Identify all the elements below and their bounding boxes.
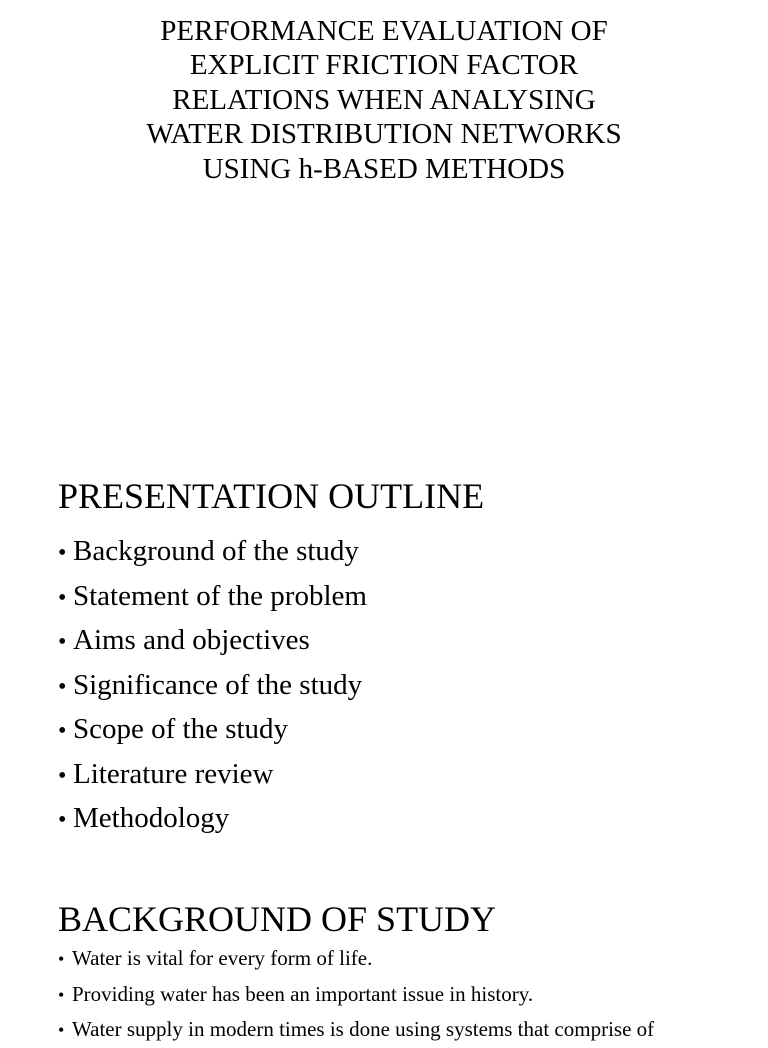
outline-list <box>58 530 758 842</box>
background-item-text: Water supply in modern times is done using systems that comprise of <box>72 1017 655 1041</box>
outline-item <box>58 753 758 798</box>
bullet-icon: • <box>58 718 67 744</box>
title-line: RELATIONS WHEN ANALYSING <box>172 83 596 116</box>
outline-item <box>58 708 758 753</box>
outline-item <box>58 797 758 842</box>
title-slide <box>0 14 768 186</box>
outline-item <box>58 530 758 575</box>
title-line: USING h-BASED METHODS <box>202 152 566 185</box>
title-line: WATER DISTRIBUTION NETWORKS <box>146 118 622 151</box>
bullet-icon: • <box>58 762 67 789</box>
bullet-icon: • <box>58 540 67 566</box>
bullet-icon: • <box>58 629 67 655</box>
outline-item <box>58 575 758 620</box>
outline-item-text: Significance of the study <box>73 668 363 701</box>
outline-item-text: Scope of the study <box>73 713 289 745</box>
background-heading: BACKGROUND OF STUDY <box>58 899 497 939</box>
background-list <box>58 941 768 1048</box>
background-item <box>58 941 768 977</box>
background-item <box>58 1012 768 1048</box>
outline-item-text: Literature review <box>73 757 274 790</box>
title-line: PERFORMANCE EVALUATION OF <box>160 15 608 47</box>
outline-slide <box>58 474 758 842</box>
outline-item-text: Background of the study <box>73 535 359 567</box>
outline-item-text: Aims and objectives <box>73 624 310 656</box>
outline-item <box>58 664 758 709</box>
background-slide <box>58 897 768 1048</box>
background-item <box>58 977 768 1013</box>
bullet-icon: • <box>58 949 65 969</box>
bullet-icon: • <box>58 807 67 833</box>
background-item-text: Providing water has been an important issue in history. <box>72 981 534 1006</box>
title-line: EXPLICIT FRICTION FACTOR <box>189 49 579 82</box>
outline-item <box>58 619 758 664</box>
background-item-text: Water is vital for every form of life. <box>72 946 373 970</box>
bullet-icon: • <box>58 984 65 1005</box>
outline-item-text: Statement of the problem <box>73 579 367 612</box>
bullet-icon: • <box>58 1020 65 1040</box>
bullet-icon: • <box>58 673 67 700</box>
outline-item-text: Methodology <box>73 802 230 834</box>
outline-heading: PRESENTATION OUTLINE <box>58 476 485 516</box>
bullet-icon: • <box>58 584 67 611</box>
